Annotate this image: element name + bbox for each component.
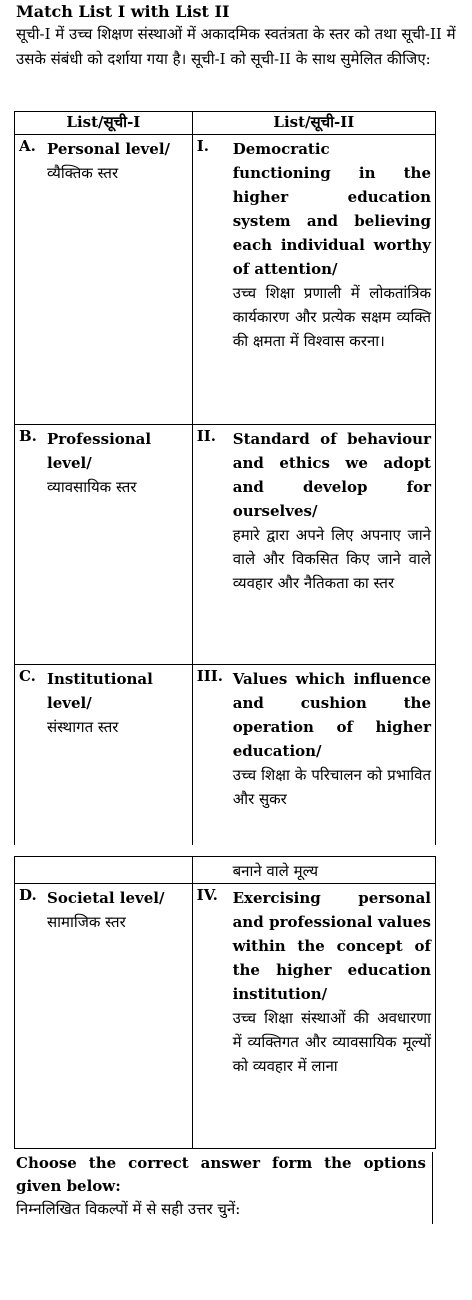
list1-item-c-continued bbox=[15, 857, 193, 884]
table-row-c bbox=[15, 665, 436, 845]
item-text-en: Values which influence and cushion the operation of higher education/ bbox=[232, 670, 431, 760]
list2-item-ii bbox=[192, 425, 435, 665]
list1-item-d bbox=[15, 884, 193, 1149]
match-table-part1 bbox=[14, 111, 436, 845]
table-row-c-continued bbox=[15, 857, 436, 884]
item-text-en: Societal level/ bbox=[47, 889, 165, 907]
table-header-row bbox=[15, 112, 436, 135]
item-text-hi: व्यावसायिक स्तर bbox=[47, 478, 137, 496]
list1-item-b bbox=[15, 425, 193, 665]
table-row-b bbox=[15, 425, 436, 665]
instruction-hindi: निम्नलिखित विकल्पों में से सही उत्तर चुनें: bbox=[16, 1200, 241, 1218]
item-text-hi-continued: बनाने वाले मूल्य bbox=[232, 862, 319, 880]
item-text-hi: सामाजिक स्तर bbox=[47, 913, 126, 931]
match-table-part2 bbox=[14, 856, 436, 1149]
item-text-hi: हमारे द्वारा अपने लिए अपनाए जाने वाले और विकसित किए जाने वाले व्यवहार और नैतिकता का स्तर bbox=[232, 526, 431, 592]
list2-item-iii bbox=[192, 665, 435, 845]
list2-item-i bbox=[192, 135, 435, 425]
question-instruction bbox=[16, 1152, 426, 1221]
item-text-en: Professional level/ bbox=[47, 430, 152, 472]
item-text-hi: उच्च शिक्षा के परिचालन को प्रभावित और सुकर bbox=[232, 766, 431, 808]
item-text-hi: उच्च शिक्षा प्रणाली में लोकतांत्रिक कार्यकारण और प्रत्येक सक्षम व्यक्ति की क्षमता में विश्वास करना। bbox=[232, 284, 431, 350]
list2-header: List/सूची-II bbox=[192, 112, 435, 135]
table-row-d bbox=[15, 884, 436, 1149]
item-text-en: Standard of behaviour and ethics we adopt and develop for ourselves/ bbox=[232, 430, 431, 520]
item-text-en: Personal level/ bbox=[47, 140, 170, 158]
question-title: Match List I with List II bbox=[16, 2, 230, 21]
list1-header: List/सूची-I bbox=[15, 112, 193, 135]
item-label: B. bbox=[19, 427, 37, 445]
item-label: IV. bbox=[196, 886, 218, 904]
right-border-rule bbox=[432, 1152, 433, 1224]
item-text-hi: व्यैक्तिक स्तर bbox=[47, 164, 119, 182]
item-text-en: Exercising personal and professional values within the concept of the higher education institution/ bbox=[232, 889, 431, 1003]
list1-item-a bbox=[15, 135, 193, 425]
list2-item-iv bbox=[192, 884, 435, 1149]
question-intro-hindi: सूची-I में उच्च शिक्षण संस्थाओं में अकादमिक स्वतंत्रता के स्तर को तथा सूची-II में उसके संबंधी को दर्शाया गया है। सूची-I को सूची-II के साथ सुमेलित कीजिए: bbox=[16, 25, 456, 68]
list2-item-iii-continued bbox=[192, 857, 435, 884]
item-text-en: Institutional level/ bbox=[47, 670, 153, 712]
instruction-english: Choose the correct answer form the options given below: bbox=[16, 1154, 426, 1195]
item-label: D. bbox=[19, 886, 37, 904]
item-text-hi: संस्थागत स्तर bbox=[47, 718, 119, 736]
item-label: I. bbox=[196, 137, 209, 155]
list1-item-c bbox=[15, 665, 193, 845]
table-row-a bbox=[15, 135, 436, 425]
item-label: II. bbox=[196, 427, 216, 445]
item-label: A. bbox=[19, 137, 36, 155]
item-label: C. bbox=[19, 667, 36, 685]
item-text-hi: उच्च शिक्षा संस्थाओं की अवधारणा में व्यक्तिगत और व्यावसायिक मूल्यों को व्यवहार में लाना bbox=[232, 1009, 431, 1075]
item-label: III. bbox=[196, 667, 224, 685]
item-text-en: Democratic functioning in the higher education system and believing each individual worthy of attention/ bbox=[232, 140, 431, 278]
